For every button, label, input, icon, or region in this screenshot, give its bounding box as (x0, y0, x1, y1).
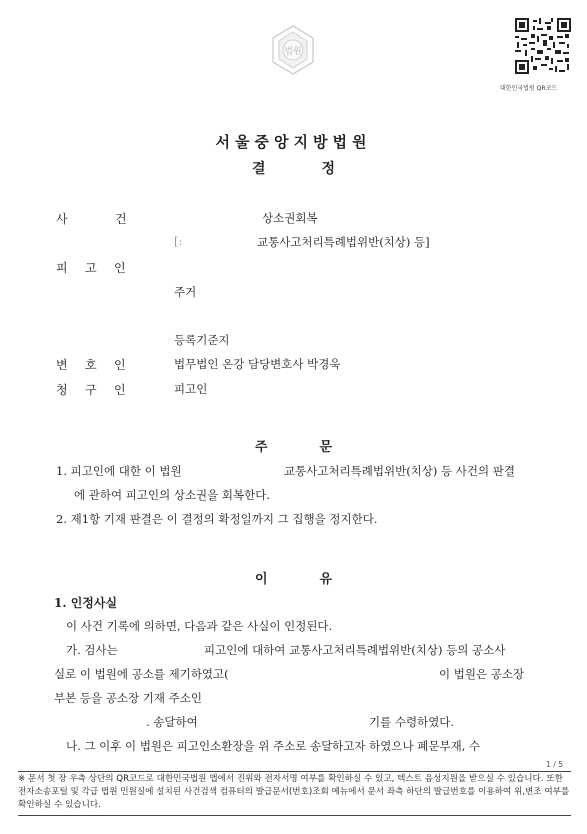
label-defendant: 피 고 인 (56, 261, 126, 275)
reason-line: 가. 검사는 (66, 643, 118, 657)
reason-line: 이 사건 기록에 의하면, 다음과 같은 사실이 인정된다. (66, 619, 333, 633)
order-item-2: 2. 제1항 기재 판결은 이 결정의 확정일까지 그 집행을 정지한다. (56, 512, 378, 526)
reason-title: 이 유 (254, 572, 333, 587)
emblem-text: 법원 (284, 47, 302, 57)
reason-line: 나. 그 이후 이 법원은 피고인소환장을 위 주소로 송달하고자 하였으나 폐문부재, 수 (66, 739, 481, 753)
qr-caption: 대한민국법원 QR코드 (500, 85, 558, 92)
petitioner-value: 피고인 (174, 382, 208, 396)
document-type (0, 158, 587, 178)
reason-line: 기를 수령하였다. (369, 715, 455, 729)
court-emblem (267, 24, 319, 76)
order-title: 주 문 (254, 440, 333, 455)
doc-type-char: 정 (321, 161, 336, 177)
reason-line: . 송달하여 (146, 715, 198, 729)
order-item-1-line2: 에 관하여 피고인의 상소권을 회복한다. (74, 488, 271, 502)
label-case: 사 건 (56, 212, 127, 226)
court-name: 서울중앙지방법원 (215, 133, 372, 151)
order-item-1-cont: 교통사고처리특례법위반(치상) 등 사건의 판결 (284, 464, 516, 478)
registration-label: 등록기준지 (174, 333, 230, 347)
order-item-1: 1. 피고인에 대한 이 법원 (56, 464, 182, 478)
label-attorney: 변 호 인 (56, 358, 126, 372)
case-number-redacted: [: (174, 234, 183, 248)
case-name: 상소권회복 (262, 211, 318, 225)
reason-heading: 1. 인정사실 (54, 596, 118, 610)
case-charge: 교통사고처리특례법위반(치상) 등] (257, 235, 430, 249)
reason-line: 이 법원은 공소장 (439, 667, 525, 681)
doc-type-char: 결 (251, 161, 266, 177)
attorney-name: 법무법인 온강 담당변호사 박경욱 (174, 357, 341, 371)
address-label: 주거 (174, 285, 197, 299)
qr-code-icon[interactable] (515, 18, 571, 74)
reason-line: 피고인에 대하여 교통사고처리특례법위반(치상) 등의 공소사 (204, 643, 506, 657)
reason-line: 부본 등을 공소장 기재 주소인 (54, 691, 202, 705)
reason-line: 실로 이 법원에 공소를 제기하였고( (54, 667, 229, 681)
label-petitioner: 청 구 인 (56, 383, 126, 397)
page-number: 1 / 5 (546, 760, 563, 769)
verification-notice: ※ 문서 첫 장 우측 상단의 QR코드로 대한민국법원 앱에서 진위와 전자서명 여부를 확인하실 수 있고, 텍스트 음성지원을 받으실 수 있습니다. 또한 전자소송포털 및 각급 법원 민원실에 설치된 사건검색 컴퓨터의 발급문서(번호)조회 메뉴에서 문서 좌측 하단의 발급번호를 이용하여 위,변조 여부를 확인하실 수 있습니다. (18, 771, 571, 816)
